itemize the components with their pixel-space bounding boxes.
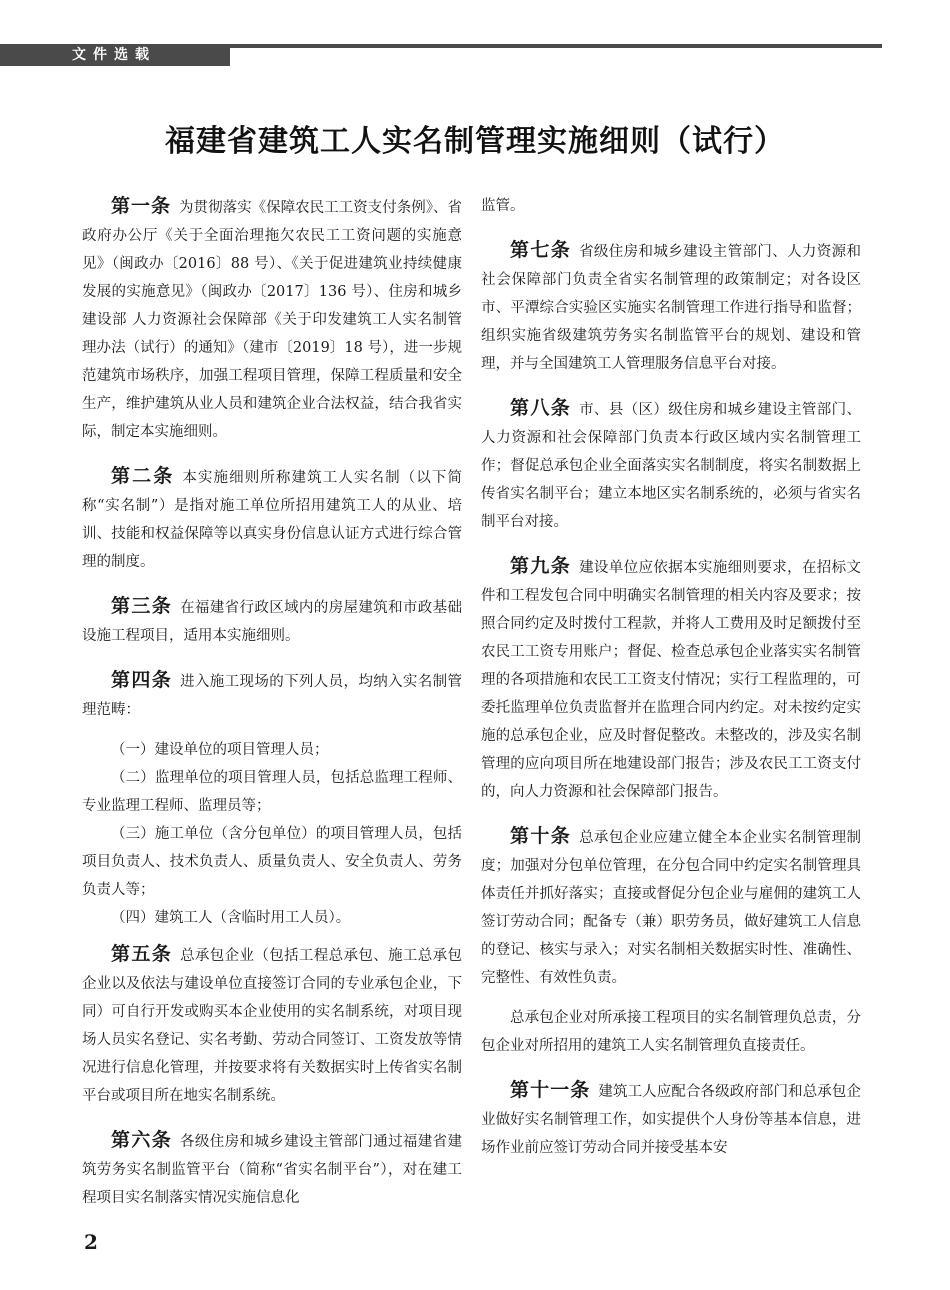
section-label: 文件选载 <box>72 47 156 63</box>
article-paragraph <box>82 192 462 446</box>
article-heading: 第八条 <box>510 397 572 419</box>
header-rule <box>230 44 882 48</box>
list-item: （一）建设单位的项目管理人员； <box>111 742 329 758</box>
article-heading: 第三条 <box>111 595 173 617</box>
article-paragraph <box>82 1126 462 1212</box>
document-title: 福建省建筑工人实名制管理实施细则（试行） <box>165 124 785 159</box>
list-item: （四）建筑工人（含临时用工人员）。 <box>111 910 351 926</box>
article-paragraph <box>481 394 861 536</box>
article-paragraph <box>481 236 861 378</box>
article-text: 本实施细则所称建筑工人实名制（以下简称“实名制”）是指对施工单位所招用建筑工人的从业、培训、技能和权益保障等以真实身份信息认证方式进行综合管理的制度。 <box>82 470 462 570</box>
article-text: 省级住房和城乡建设主管部门、人力资源和社会保障部门负责全省实名制管理的政策制定；对各设区市、平潭综合实验区实施实名制管理工作进行指导和监督；组织实施省级建筑劳务实名制监管平台的规划、建设和管理，并与全国建筑工人管理服务信息平台对接。 <box>481 244 861 372</box>
article-text: 总承包企业（包括工程总承包、施工总承包企业以及依法与建设单位直接签订合同的专业承包企业，下同）可自行开发或购买本企业使用的实名制系统，对项目现场人员实名登记、实名考勤、劳动合同签订、工资发放等情况进行信息化管理，并按要求将有关数据实时上传省实名制平台或项目所在地实名制系统。 <box>82 948 462 1104</box>
article-paragraph <box>82 940 462 1110</box>
continued-text: 监管。 <box>481 198 525 214</box>
right-column <box>481 192 861 1178</box>
article-text: 总承包企业应建立健全本企业实名制管理制度；加强对分包单位管理，在分包合同中约定实名制管理具体责任并抓好落实；直接或督促分包企业与雇佣的建筑工人签订劳动合同；配备专（兼）职劳务员，做好建筑工人信息的登记、核实与录入；对实名制相关数据实时性、准确性、完整性、有效性负责。 <box>481 830 861 986</box>
article-text: 建筑工人应配合各级政府部门和总承包企业做好实名制管理工作，如实提供个人身份等基本信息，进场作业前应签订劳动合同并接受基本安 <box>481 1084 861 1156</box>
article-heading: 第一条 <box>111 195 172 217</box>
page-number: 2 <box>84 1230 98 1254</box>
article-heading: 第四条 <box>111 669 173 691</box>
article-text: 市、县（区）级住房和城乡建设主管部门、人力资源和社会保障部门负责本行政区域内实名制管理工作；督促总承包企业全面落实实名制制度，将实名制数据上传省实名制平台；建立本地区实名制系统的，必须与省实名制平台对接。 <box>481 402 861 530</box>
article-paragraph <box>481 1076 861 1162</box>
article-heading: 第五条 <box>111 943 173 965</box>
article-paragraph <box>481 822 861 992</box>
left-column <box>82 192 462 1228</box>
article-paragraph <box>82 462 462 576</box>
article-heading: 第十条 <box>510 825 572 847</box>
list-item: （二）监理单位的项目管理人员，包括总监理工程师、专业监理工程师、监理员等； <box>82 770 462 814</box>
article-text: 为贯彻落实《保障农民工工资支付条例》、省政府办公厅《关于全面治理拖欠农民工工资问题的实施意见》（闽政办〔2016〕88 号）、《关于促进建筑业持续健康发展的实施意见》（闽政办〔2017〕136 号）、住房和城乡建设部 人力资源社会保障部《关于印发建筑工人实名制管理办法（试行）的通知》（建市〔2019〕18 号），进一步规范建筑市场秩序，加强工程项目管理，保障工程质量和安全生产，维护建筑从业人员和建筑企业合法权益，结合我省实际，制定本实施细则。 <box>82 200 462 440</box>
article-paragraph <box>82 666 462 724</box>
article-text: 在福建省行政区域内的房屋建筑和市政基础设施工程项目，适用本实施细则。 <box>82 600 462 644</box>
article-heading: 第二条 <box>111 465 175 487</box>
body-paragraph: 总承包企业对所承接工程项目的实名制管理负总责，分包企业对所招用的建筑工人实名制管理负直接责任。 <box>481 1010 861 1054</box>
article-paragraph <box>481 552 861 806</box>
article-heading: 第六条 <box>111 1129 173 1151</box>
article-heading: 第十一条 <box>510 1079 591 1101</box>
article-heading: 第九条 <box>510 555 572 577</box>
article-text: 各级住房和城乡建设主管部门通过福建省建筑劳务实名制监管平台（简称“省实名制平台”），对在建工程项目实名制落实情况实施信息化 <box>82 1134 462 1206</box>
article-heading: 第七条 <box>510 239 572 261</box>
list-item: （三）施工单位（含分包单位）的项目管理人员，包括项目负责人、技术负责人、质量负责人、安全负责人、劳务负责人等； <box>82 826 462 898</box>
article-text: 进入施工现场的下列人员，均纳入实名制管理范畴： <box>82 674 462 718</box>
article-text: 建设单位应依据本实施细则要求，在招标文件和工程发包合同中明确实名制管理的相关内容及要求；按照合同约定及时拨付工程款，并将人工费用及时足额拨付至农民工工资专用账户；督促、检查总承包企业落实实名制管理的各项措施和农民工工资支付情况；实行工程监理的，可委托监理单位负责监督并在监理合同内约定。对未按约定实施的总承包企业，应及时督促整改。未整改的，涉及实名制管理的应向项目所在地建设部门报告；涉及农民工工资支付的，向人力资源和社会保障部门报告。 <box>481 560 861 800</box>
article-paragraph <box>82 592 462 650</box>
